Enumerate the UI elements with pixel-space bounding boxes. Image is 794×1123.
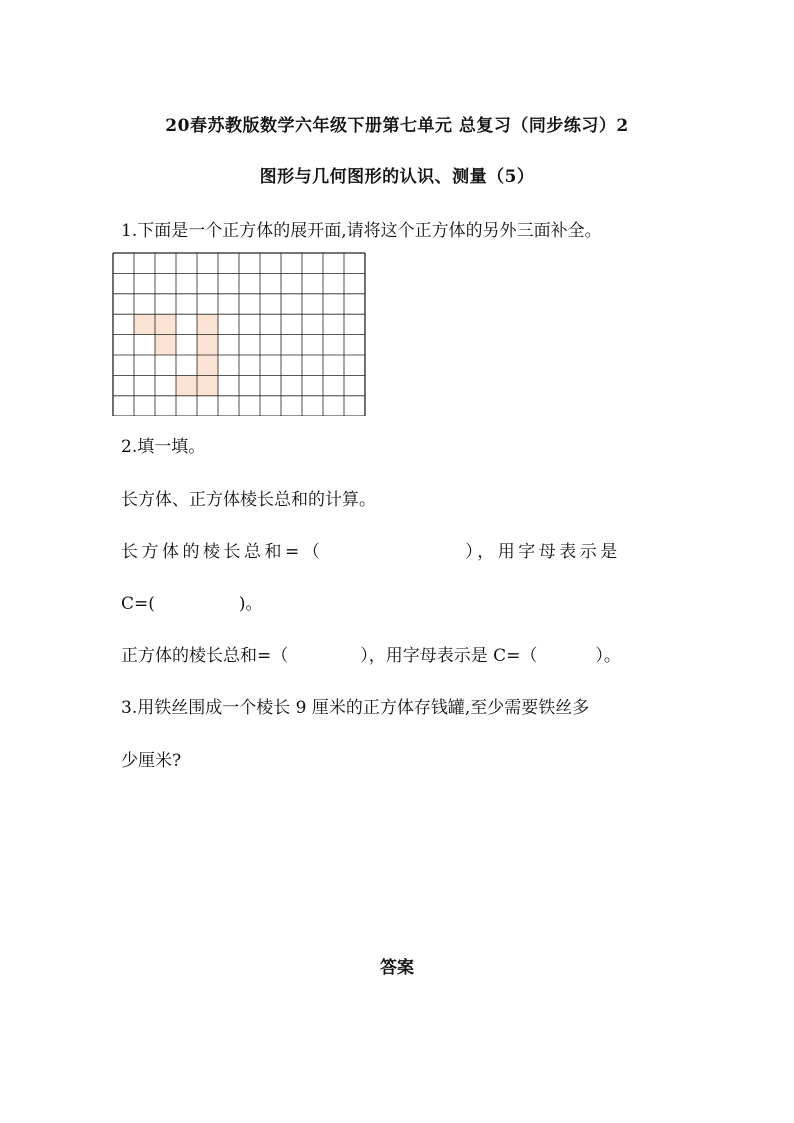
cube-letter-label: ），用字母表示是 C=（	[360, 646, 538, 666]
filled-cell	[197, 314, 218, 334]
cube-net-grid	[112, 252, 368, 416]
question-3-line-2: 少厘米?	[121, 751, 182, 771]
filled-cell	[176, 375, 197, 395]
page-subtitle: 图形与几何图形的认识、测量（5）	[259, 167, 535, 187]
answer-heading: 答案	[380, 958, 414, 978]
question-1-text: 1.下面是一个正方体的展开面,请将这个正方体的另外三面补全。	[121, 221, 602, 241]
filled-cell	[197, 375, 218, 395]
cuboid-formula-label: C=(	[121, 594, 155, 614]
cube-edge-sum-line	[121, 641, 621, 666]
cuboid-edge-sum-label: 长方体的棱长总和=（	[121, 542, 324, 562]
page-title: 20春苏教版数学六年级下册第七单元 总复习（同步练习）2	[165, 116, 629, 136]
cube-formula-end: ）。	[595, 646, 621, 666]
cube-edge-sum-label: 正方体的棱长总和=（	[121, 646, 289, 666]
question-2-subheading: 长方体、正方体棱长总和的计算。	[121, 490, 376, 510]
question-3-line-1: 3.用铁丝围成一个棱长 9 厘米的正方体存钱罐,至少需要铁丝多	[121, 698, 590, 718]
cuboid-letter-label: ），用字母表示是	[465, 542, 621, 562]
filled-cell	[155, 335, 176, 355]
filled-cell	[134, 314, 155, 334]
filled-cell	[197, 355, 218, 375]
question-2-heading: 2.填一填。	[121, 437, 206, 457]
cuboid-edge-sum-line	[121, 537, 621, 562]
filled-cell	[155, 314, 176, 334]
cuboid-formula-end: )。	[238, 594, 263, 614]
filled-cell	[197, 335, 218, 355]
cuboid-formula-line	[121, 589, 263, 614]
grid-svg	[112, 252, 368, 416]
